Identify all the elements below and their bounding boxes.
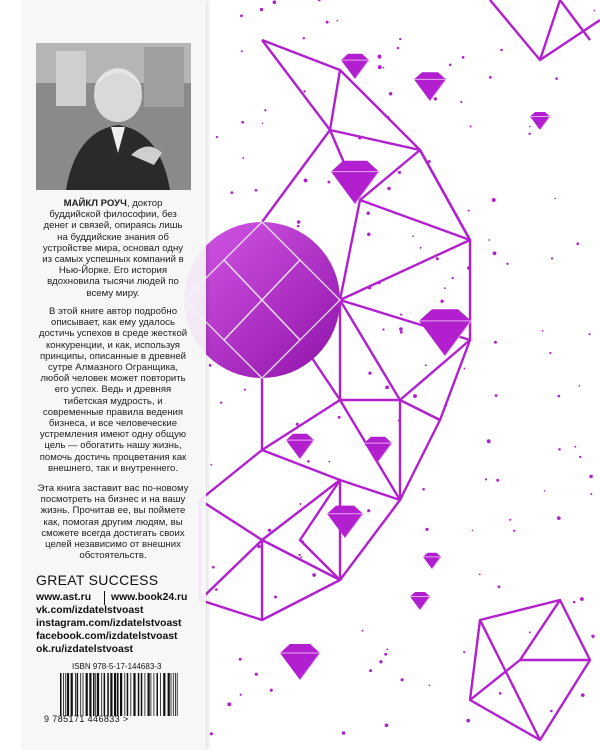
- author-name: МАЙКЛ РОУЧ: [63, 198, 127, 209]
- author-bio-text: , доктор буддийской философии, без денег и связей, опираясь лишь на буддийские знания об устройстве мира, основал одну из самых успешных компаний в Нью-Йорке. Его история вдохновила тысячи людей по всему миру.: [42, 198, 184, 299]
- small-gem: [423, 553, 441, 569]
- link-instagram[interactable]: instagram.com/izdatelstvoast: [36, 618, 182, 629]
- link-vk[interactable]: vk.com/izdatelstvoast: [36, 605, 144, 616]
- small-gem: [414, 72, 446, 101]
- link-ok[interactable]: ok.ru/izdatelstvoast: [36, 644, 134, 655]
- author-bio: [38, 198, 188, 299]
- series-title: GREAT SUCCESS: [36, 572, 159, 588]
- isbn-label: ISBN 978-5-17-144683-3: [72, 662, 162, 671]
- link-ast[interactable]: www.ast.ru: [36, 592, 92, 603]
- link-facebook[interactable]: facebook.com/izdatelstvoast: [36, 631, 178, 642]
- barcode-digits: 9 785171 446833 >: [44, 714, 129, 724]
- description-paragraph-2: Эта книга заставит вас по-новому посмотреть на бизнес и на вашу жизнь. Прочитав ее, вы поймете как, помогая другим людям, вы сможете всегда достигать своих целей независимо от внешних обстоятельств.: [37, 483, 189, 562]
- small-gem: [331, 161, 379, 204]
- description-paragraph-1: В этой книге автор подробно описывает, как ему удалось достичь успехов в среде жесткой конкуренции, и как, используя принципы, описанные в древней сутре Алмазного Огранщика, любой человек может повторить его успех. Ведь и древняя тибетская мудрость, и современные правила ведения бизнеса, и все человеческие устремления имеют одну общую цель — обогатить нашу жизнь, помочь достичь процветания как внешнего, так и внутреннего.: [38, 306, 188, 474]
- small-gem: [327, 506, 363, 538]
- small-gem: [286, 434, 314, 459]
- link-separator: [104, 591, 105, 605]
- author-photo: [36, 43, 191, 190]
- small-gem: [410, 592, 430, 610]
- barcode: [58, 673, 182, 716]
- small-gem: [530, 112, 550, 130]
- link-book24[interactable]: www.book24.ru: [111, 592, 188, 603]
- small-gem: [280, 644, 320, 680]
- small-gem: [364, 437, 392, 462]
- small-gem: [419, 309, 471, 356]
